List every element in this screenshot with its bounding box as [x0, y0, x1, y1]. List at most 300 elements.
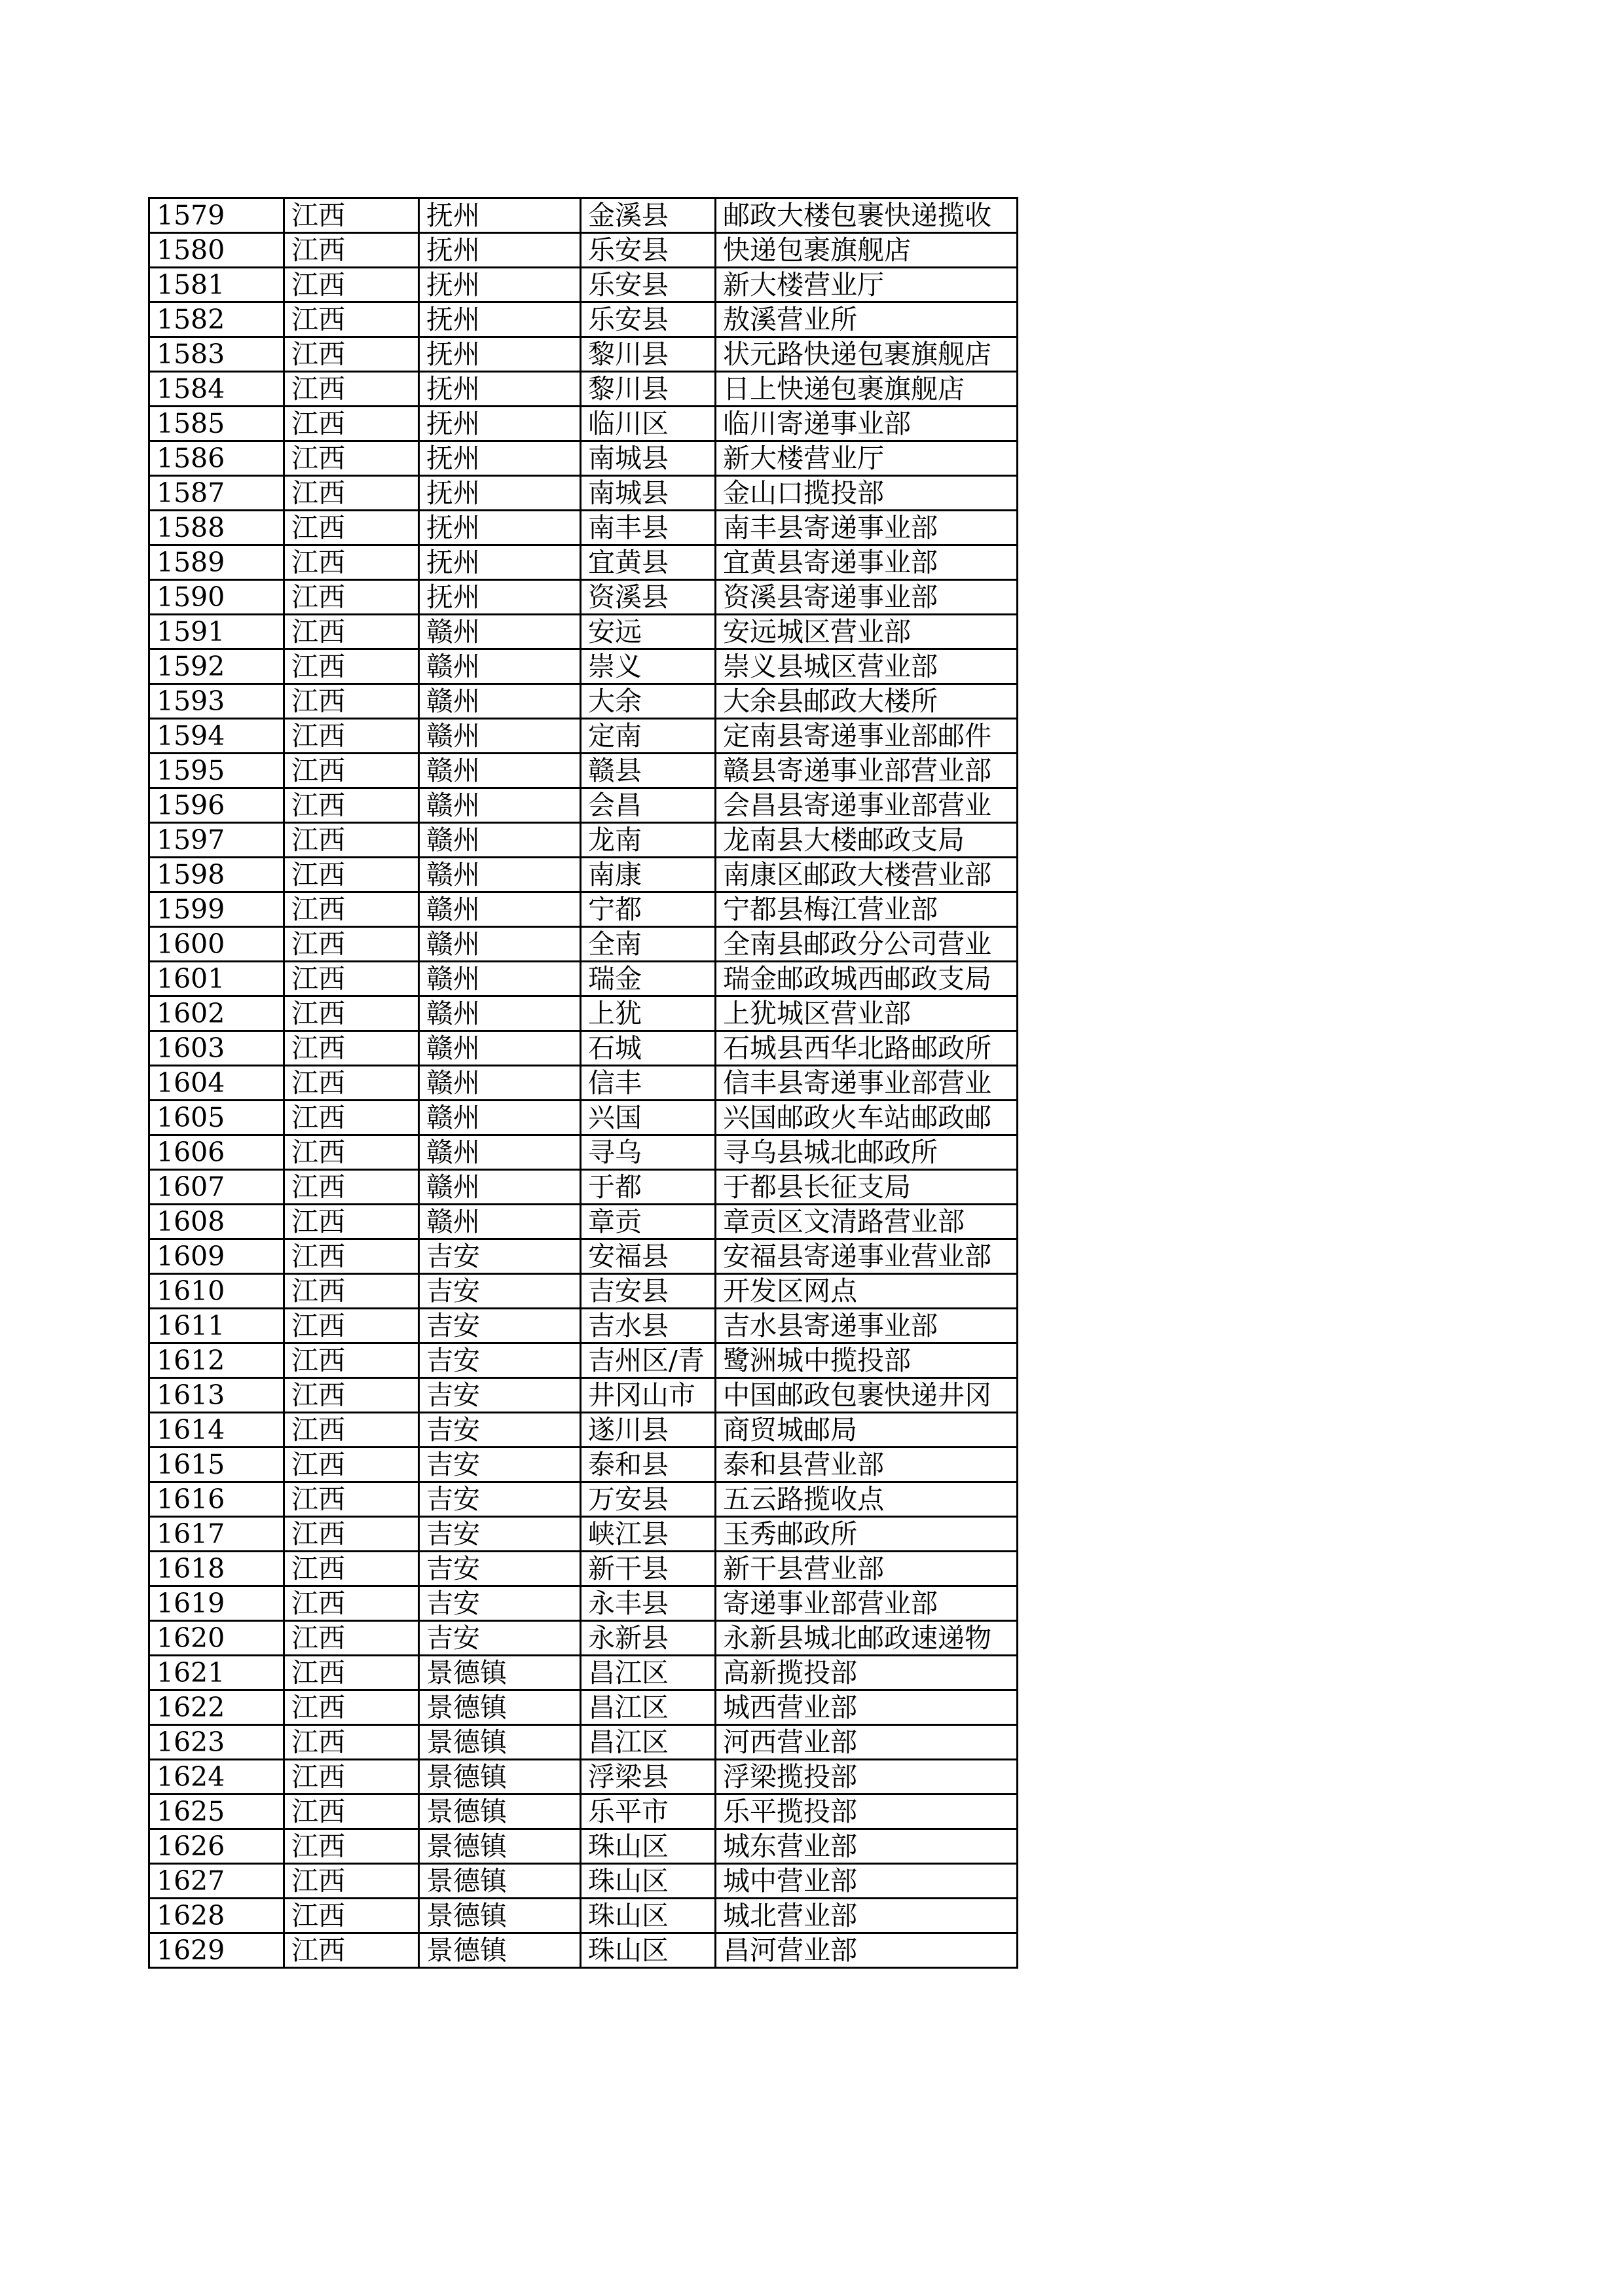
table-row [149, 1066, 1018, 1101]
table-row [149, 1933, 1018, 1968]
province-cell: 江西 [284, 198, 419, 233]
row-number-cell: 1626 [149, 1829, 284, 1864]
district-cell: 永丰县 [581, 1586, 716, 1621]
province-cell: 江西 [284, 1482, 419, 1517]
table-row [149, 927, 1018, 962]
city-cell: 赣州 [419, 823, 581, 858]
province-cell: 江西 [284, 1135, 419, 1170]
city-cell: 景德镇 [419, 1656, 581, 1690]
province-cell: 江西 [284, 858, 419, 892]
district-cell: 昌江区 [581, 1656, 716, 1690]
district-cell: 井冈山市 [581, 1378, 716, 1413]
row-number-cell: 1600 [149, 927, 284, 962]
table-row [149, 198, 1018, 233]
outlet-name-cell: 宁都县梅江营业部 [716, 892, 1018, 927]
outlet-name-cell: 定南县寄递事业部邮件 [716, 719, 1018, 754]
row-number-cell: 1586 [149, 441, 284, 476]
district-cell: 南丰县 [581, 511, 716, 545]
row-number-cell: 1580 [149, 233, 284, 268]
district-cell: 昌江区 [581, 1690, 716, 1725]
province-cell: 江西 [284, 649, 419, 684]
city-cell: 赣州 [419, 962, 581, 996]
district-cell: 南康 [581, 858, 716, 892]
district-cell: 吉水县 [581, 1309, 716, 1343]
table-row [149, 1586, 1018, 1621]
row-number-cell: 1597 [149, 823, 284, 858]
city-cell: 吉安 [419, 1552, 581, 1586]
district-cell: 南城县 [581, 476, 716, 511]
table-row [149, 615, 1018, 649]
province-cell: 江西 [284, 407, 419, 441]
row-number-cell: 1587 [149, 476, 284, 511]
table-row [149, 1621, 1018, 1656]
row-number-cell: 1595 [149, 754, 284, 788]
outlet-name-cell: 安福县寄递事业营业部 [716, 1239, 1018, 1274]
row-number-cell: 1611 [149, 1309, 284, 1343]
outlet-name-cell: 商贸城邮局 [716, 1413, 1018, 1448]
row-number-cell: 1592 [149, 649, 284, 684]
table-row [149, 858, 1018, 892]
table-row [149, 1239, 1018, 1274]
row-number-cell: 1585 [149, 407, 284, 441]
row-number-cell: 1606 [149, 1135, 284, 1170]
district-cell: 于都 [581, 1170, 716, 1205]
table-row [149, 1829, 1018, 1864]
city-cell: 吉安 [419, 1482, 581, 1517]
table-row [149, 1205, 1018, 1239]
table-row [149, 511, 1018, 545]
city-cell: 赣州 [419, 1101, 581, 1135]
city-cell: 景德镇 [419, 1933, 581, 1968]
city-cell: 吉安 [419, 1621, 581, 1656]
province-cell: 江西 [284, 1656, 419, 1690]
table-row [149, 476, 1018, 511]
row-number-cell: 1621 [149, 1656, 284, 1690]
outlet-name-cell: 章贡区文清路营业部 [716, 1205, 1018, 1239]
table-row [149, 1690, 1018, 1725]
outlet-name-cell: 南康区邮政大楼营业部 [716, 858, 1018, 892]
row-number-cell: 1598 [149, 858, 284, 892]
province-cell: 江西 [284, 1031, 419, 1066]
outlet-name-cell: 乐平揽投部 [716, 1795, 1018, 1829]
row-number-cell: 1614 [149, 1413, 284, 1448]
district-cell: 珠山区 [581, 1864, 716, 1899]
province-cell: 江西 [284, 441, 419, 476]
row-number-cell: 1617 [149, 1517, 284, 1552]
row-number-cell: 1594 [149, 719, 284, 754]
province-cell: 江西 [284, 1899, 419, 1933]
city-cell: 赣州 [419, 996, 581, 1031]
district-cell: 上犹 [581, 996, 716, 1031]
province-cell: 江西 [284, 1586, 419, 1621]
table-row [149, 1135, 1018, 1170]
outlet-name-cell: 新干县营业部 [716, 1552, 1018, 1586]
district-cell: 安福县 [581, 1239, 716, 1274]
city-cell: 赣州 [419, 788, 581, 823]
province-cell: 江西 [284, 1517, 419, 1552]
province-cell: 江西 [284, 233, 419, 268]
outlet-name-cell: 资溪县寄递事业部 [716, 580, 1018, 615]
district-cell: 新干县 [581, 1552, 716, 1586]
province-cell: 江西 [284, 1690, 419, 1725]
province-cell: 江西 [284, 615, 419, 649]
city-cell: 赣州 [419, 927, 581, 962]
province-cell: 江西 [284, 892, 419, 927]
table-row [149, 1864, 1018, 1899]
city-cell: 景德镇 [419, 1725, 581, 1760]
city-cell: 赣州 [419, 1031, 581, 1066]
district-cell: 浮梁县 [581, 1760, 716, 1795]
province-cell: 江西 [284, 372, 419, 407]
row-number-cell: 1622 [149, 1690, 284, 1725]
row-number-cell: 1588 [149, 511, 284, 545]
outlet-name-cell: 五云路揽收点 [716, 1482, 1018, 1517]
outlet-name-cell: 石城县西华北路邮政所 [716, 1031, 1018, 1066]
table-row [149, 1448, 1018, 1482]
province-cell: 江西 [284, 545, 419, 580]
outlet-name-cell: 信丰县寄递事业部营业 [716, 1066, 1018, 1101]
outlet-name-cell: 邮政大楼包裹快递揽收 [716, 198, 1018, 233]
city-cell: 赣州 [419, 719, 581, 754]
row-number-cell: 1593 [149, 684, 284, 719]
outlet-name-cell: 南丰县寄递事业部 [716, 511, 1018, 545]
province-cell: 江西 [284, 788, 419, 823]
city-cell: 赣州 [419, 684, 581, 719]
outlet-name-cell: 玉秀邮政所 [716, 1517, 1018, 1552]
outlet-name-cell: 鹭洲城中揽投部 [716, 1343, 1018, 1378]
province-cell: 江西 [284, 1448, 419, 1482]
city-cell: 吉安 [419, 1274, 581, 1309]
district-cell: 大余 [581, 684, 716, 719]
outlet-name-cell: 昌河营业部 [716, 1933, 1018, 1968]
district-cell: 石城 [581, 1031, 716, 1066]
city-cell: 抚州 [419, 476, 581, 511]
table-row [149, 1309, 1018, 1343]
district-cell: 吉州区/青 [581, 1343, 716, 1378]
city-cell: 景德镇 [419, 1690, 581, 1725]
outlet-name-cell: 新大楼营业厅 [716, 441, 1018, 476]
district-cell: 黎川县 [581, 337, 716, 372]
table-row [149, 1760, 1018, 1795]
district-cell: 信丰 [581, 1066, 716, 1101]
province-cell: 江西 [284, 927, 419, 962]
row-number-cell: 1610 [149, 1274, 284, 1309]
outlet-name-cell: 临川寄递事业部 [716, 407, 1018, 441]
province-cell: 江西 [284, 1552, 419, 1586]
table-row [149, 233, 1018, 268]
table-row [149, 337, 1018, 372]
city-cell: 抚州 [419, 580, 581, 615]
outlet-name-cell: 中国邮政包裹快递井冈 [716, 1378, 1018, 1413]
row-number-cell: 1596 [149, 788, 284, 823]
outlet-name-cell: 日上快递包裹旗舰店 [716, 372, 1018, 407]
row-number-cell: 1604 [149, 1066, 284, 1101]
row-number-cell: 1603 [149, 1031, 284, 1066]
province-cell: 江西 [284, 1829, 419, 1864]
province-cell: 江西 [284, 1274, 419, 1309]
province-cell: 江西 [284, 1343, 419, 1378]
outlet-name-cell: 浮梁揽投部 [716, 1760, 1018, 1795]
district-cell: 万安县 [581, 1482, 716, 1517]
province-cell: 江西 [284, 511, 419, 545]
outlet-name-cell: 会昌县寄递事业部营业 [716, 788, 1018, 823]
province-cell: 江西 [284, 337, 419, 372]
table-row [149, 1170, 1018, 1205]
row-number-cell: 1584 [149, 372, 284, 407]
province-cell: 江西 [284, 1066, 419, 1101]
district-cell: 乐平市 [581, 1795, 716, 1829]
province-cell: 江西 [284, 1378, 419, 1413]
province-cell: 江西 [284, 684, 419, 719]
outlet-name-cell: 吉水县寄递事业部 [716, 1309, 1018, 1343]
outlet-name-cell: 瑞金邮政城西邮政支局 [716, 962, 1018, 996]
district-cell: 资溪县 [581, 580, 716, 615]
city-cell: 赣州 [419, 1170, 581, 1205]
outlet-name-cell: 城北营业部 [716, 1899, 1018, 1933]
city-cell: 吉安 [419, 1517, 581, 1552]
row-number-cell: 1590 [149, 580, 284, 615]
city-cell: 吉安 [419, 1448, 581, 1482]
outlet-name-cell: 兴国邮政火车站邮政邮 [716, 1101, 1018, 1135]
outlet-name-cell: 全南县邮政分公司营业 [716, 927, 1018, 962]
table-row [149, 441, 1018, 476]
table-row [149, 302, 1018, 337]
province-cell: 江西 [284, 754, 419, 788]
city-cell: 赣州 [419, 1205, 581, 1239]
city-cell: 抚州 [419, 198, 581, 233]
row-number-cell: 1602 [149, 996, 284, 1031]
outlet-name-cell: 安远城区营业部 [716, 615, 1018, 649]
city-cell: 抚州 [419, 268, 581, 302]
district-cell: 定南 [581, 719, 716, 754]
outlet-name-cell: 寻乌县城北邮政所 [716, 1135, 1018, 1170]
table-row [149, 1031, 1018, 1066]
district-cell: 寻乌 [581, 1135, 716, 1170]
table-row [149, 1656, 1018, 1690]
province-cell: 江西 [284, 1725, 419, 1760]
outlet-name-cell: 泰和县营业部 [716, 1448, 1018, 1482]
outlet-name-cell: 龙南县大楼邮政支局 [716, 823, 1018, 858]
city-cell: 景德镇 [419, 1795, 581, 1829]
table-row [149, 684, 1018, 719]
province-cell: 江西 [284, 476, 419, 511]
city-cell: 景德镇 [419, 1829, 581, 1864]
table-row [149, 788, 1018, 823]
city-cell: 吉安 [419, 1343, 581, 1378]
city-cell: 抚州 [419, 302, 581, 337]
district-cell: 南城县 [581, 441, 716, 476]
district-cell: 宜黄县 [581, 545, 716, 580]
district-cell: 安远 [581, 615, 716, 649]
city-cell: 景德镇 [419, 1760, 581, 1795]
district-cell: 会昌 [581, 788, 716, 823]
row-number-cell: 1613 [149, 1378, 284, 1413]
table-row [149, 649, 1018, 684]
province-cell: 江西 [284, 1170, 419, 1205]
city-cell: 抚州 [419, 441, 581, 476]
row-number-cell: 1605 [149, 1101, 284, 1135]
city-cell: 景德镇 [419, 1864, 581, 1899]
district-cell: 乐安县 [581, 302, 716, 337]
province-cell: 江西 [284, 1413, 419, 1448]
district-cell: 龙南 [581, 823, 716, 858]
province-cell: 江西 [284, 1864, 419, 1899]
city-cell: 抚州 [419, 545, 581, 580]
district-cell: 崇义 [581, 649, 716, 684]
table-row [149, 1552, 1018, 1586]
province-cell: 江西 [284, 996, 419, 1031]
outlet-name-cell: 上犹城区营业部 [716, 996, 1018, 1031]
table-row [149, 1274, 1018, 1309]
city-cell: 吉安 [419, 1239, 581, 1274]
outlet-name-cell: 宜黄县寄递事业部 [716, 545, 1018, 580]
row-number-cell: 1579 [149, 198, 284, 233]
province-cell: 江西 [284, 1795, 419, 1829]
row-number-cell: 1627 [149, 1864, 284, 1899]
data-table [148, 197, 1018, 1969]
city-cell: 吉安 [419, 1413, 581, 1448]
province-cell: 江西 [284, 1621, 419, 1656]
city-cell: 抚州 [419, 511, 581, 545]
city-cell: 景德镇 [419, 1899, 581, 1933]
city-cell: 吉安 [419, 1309, 581, 1343]
table-row [149, 719, 1018, 754]
table-row [149, 1482, 1018, 1517]
outlet-name-cell: 河西营业部 [716, 1725, 1018, 1760]
province-cell: 江西 [284, 1309, 419, 1343]
row-number-cell: 1616 [149, 1482, 284, 1517]
row-number-cell: 1623 [149, 1725, 284, 1760]
table-row [149, 1899, 1018, 1933]
province-cell: 江西 [284, 1239, 419, 1274]
table-body [149, 198, 1018, 1968]
outlet-name-cell: 新大楼营业厅 [716, 268, 1018, 302]
province-cell: 江西 [284, 1101, 419, 1135]
table-row [149, 1725, 1018, 1760]
table-row [149, 1413, 1018, 1448]
district-cell: 金溪县 [581, 198, 716, 233]
table-row [149, 372, 1018, 407]
district-cell: 黎川县 [581, 372, 716, 407]
row-number-cell: 1619 [149, 1586, 284, 1621]
table-row [149, 1101, 1018, 1135]
row-number-cell: 1628 [149, 1899, 284, 1933]
city-cell: 赣州 [419, 858, 581, 892]
province-cell: 江西 [284, 580, 419, 615]
district-cell: 泰和县 [581, 1448, 716, 1482]
city-cell: 赣州 [419, 1066, 581, 1101]
city-cell: 抚州 [419, 372, 581, 407]
table-row [149, 823, 1018, 858]
city-cell: 抚州 [419, 337, 581, 372]
outlet-name-cell: 城东营业部 [716, 1829, 1018, 1864]
city-cell: 赣州 [419, 892, 581, 927]
district-cell: 乐安县 [581, 233, 716, 268]
outlet-name-cell: 高新揽投部 [716, 1656, 1018, 1690]
outlet-name-cell: 永新县城北邮政速递物 [716, 1621, 1018, 1656]
outlet-name-cell: 寄递事业部营业部 [716, 1586, 1018, 1621]
province-cell: 江西 [284, 268, 419, 302]
outlet-name-cell: 开发区网点 [716, 1274, 1018, 1309]
row-number-cell: 1601 [149, 962, 284, 996]
row-number-cell: 1582 [149, 302, 284, 337]
outlet-name-cell: 敖溪营业所 [716, 302, 1018, 337]
province-cell: 江西 [284, 1933, 419, 1968]
district-cell: 兴国 [581, 1101, 716, 1135]
district-cell: 全南 [581, 927, 716, 962]
outlet-name-cell: 金山口揽投部 [716, 476, 1018, 511]
district-cell: 昌江区 [581, 1725, 716, 1760]
table-row [149, 1343, 1018, 1378]
row-number-cell: 1618 [149, 1552, 284, 1586]
table-row [149, 962, 1018, 996]
province-cell: 江西 [284, 1205, 419, 1239]
row-number-cell: 1624 [149, 1760, 284, 1795]
table-row [149, 268, 1018, 302]
outlet-name-cell: 大余县邮政大楼所 [716, 684, 1018, 719]
row-number-cell: 1607 [149, 1170, 284, 1205]
district-cell: 珠山区 [581, 1899, 716, 1933]
table-row [149, 996, 1018, 1031]
row-number-cell: 1615 [149, 1448, 284, 1482]
row-number-cell: 1599 [149, 892, 284, 927]
row-number-cell: 1609 [149, 1239, 284, 1274]
city-cell: 吉安 [419, 1378, 581, 1413]
district-cell: 宁都 [581, 892, 716, 927]
table-row [149, 1795, 1018, 1829]
table-row [149, 1378, 1018, 1413]
city-cell: 抚州 [419, 233, 581, 268]
table-row [149, 545, 1018, 580]
district-cell: 珠山区 [581, 1933, 716, 1968]
row-number-cell: 1612 [149, 1343, 284, 1378]
table-row [149, 1517, 1018, 1552]
row-number-cell: 1583 [149, 337, 284, 372]
district-cell: 赣县 [581, 754, 716, 788]
outlet-name-cell: 状元路快递包裹旗舰店 [716, 337, 1018, 372]
district-cell: 珠山区 [581, 1829, 716, 1864]
city-cell: 吉安 [419, 1586, 581, 1621]
province-cell: 江西 [284, 823, 419, 858]
row-number-cell: 1625 [149, 1795, 284, 1829]
outlet-name-cell: 快递包裹旗舰店 [716, 233, 1018, 268]
table-row [149, 892, 1018, 927]
row-number-cell: 1581 [149, 268, 284, 302]
province-cell: 江西 [284, 1760, 419, 1795]
table-row [149, 580, 1018, 615]
outlet-name-cell: 城中营业部 [716, 1864, 1018, 1899]
outlet-name-cell: 赣县寄递事业部营业部 [716, 754, 1018, 788]
outlet-name-cell: 城西营业部 [716, 1690, 1018, 1725]
district-cell: 临川区 [581, 407, 716, 441]
city-cell: 赣州 [419, 615, 581, 649]
province-cell: 江西 [284, 719, 419, 754]
province-cell: 江西 [284, 302, 419, 337]
city-cell: 抚州 [419, 407, 581, 441]
city-cell: 赣州 [419, 754, 581, 788]
row-number-cell: 1608 [149, 1205, 284, 1239]
province-cell: 江西 [284, 962, 419, 996]
district-cell: 遂川县 [581, 1413, 716, 1448]
table-row [149, 407, 1018, 441]
row-number-cell: 1589 [149, 545, 284, 580]
district-cell: 峡江县 [581, 1517, 716, 1552]
district-cell: 吉安县 [581, 1274, 716, 1309]
outlet-name-cell: 于都县长征支局 [716, 1170, 1018, 1205]
row-number-cell: 1591 [149, 615, 284, 649]
district-cell: 乐安县 [581, 268, 716, 302]
district-cell: 瑞金 [581, 962, 716, 996]
